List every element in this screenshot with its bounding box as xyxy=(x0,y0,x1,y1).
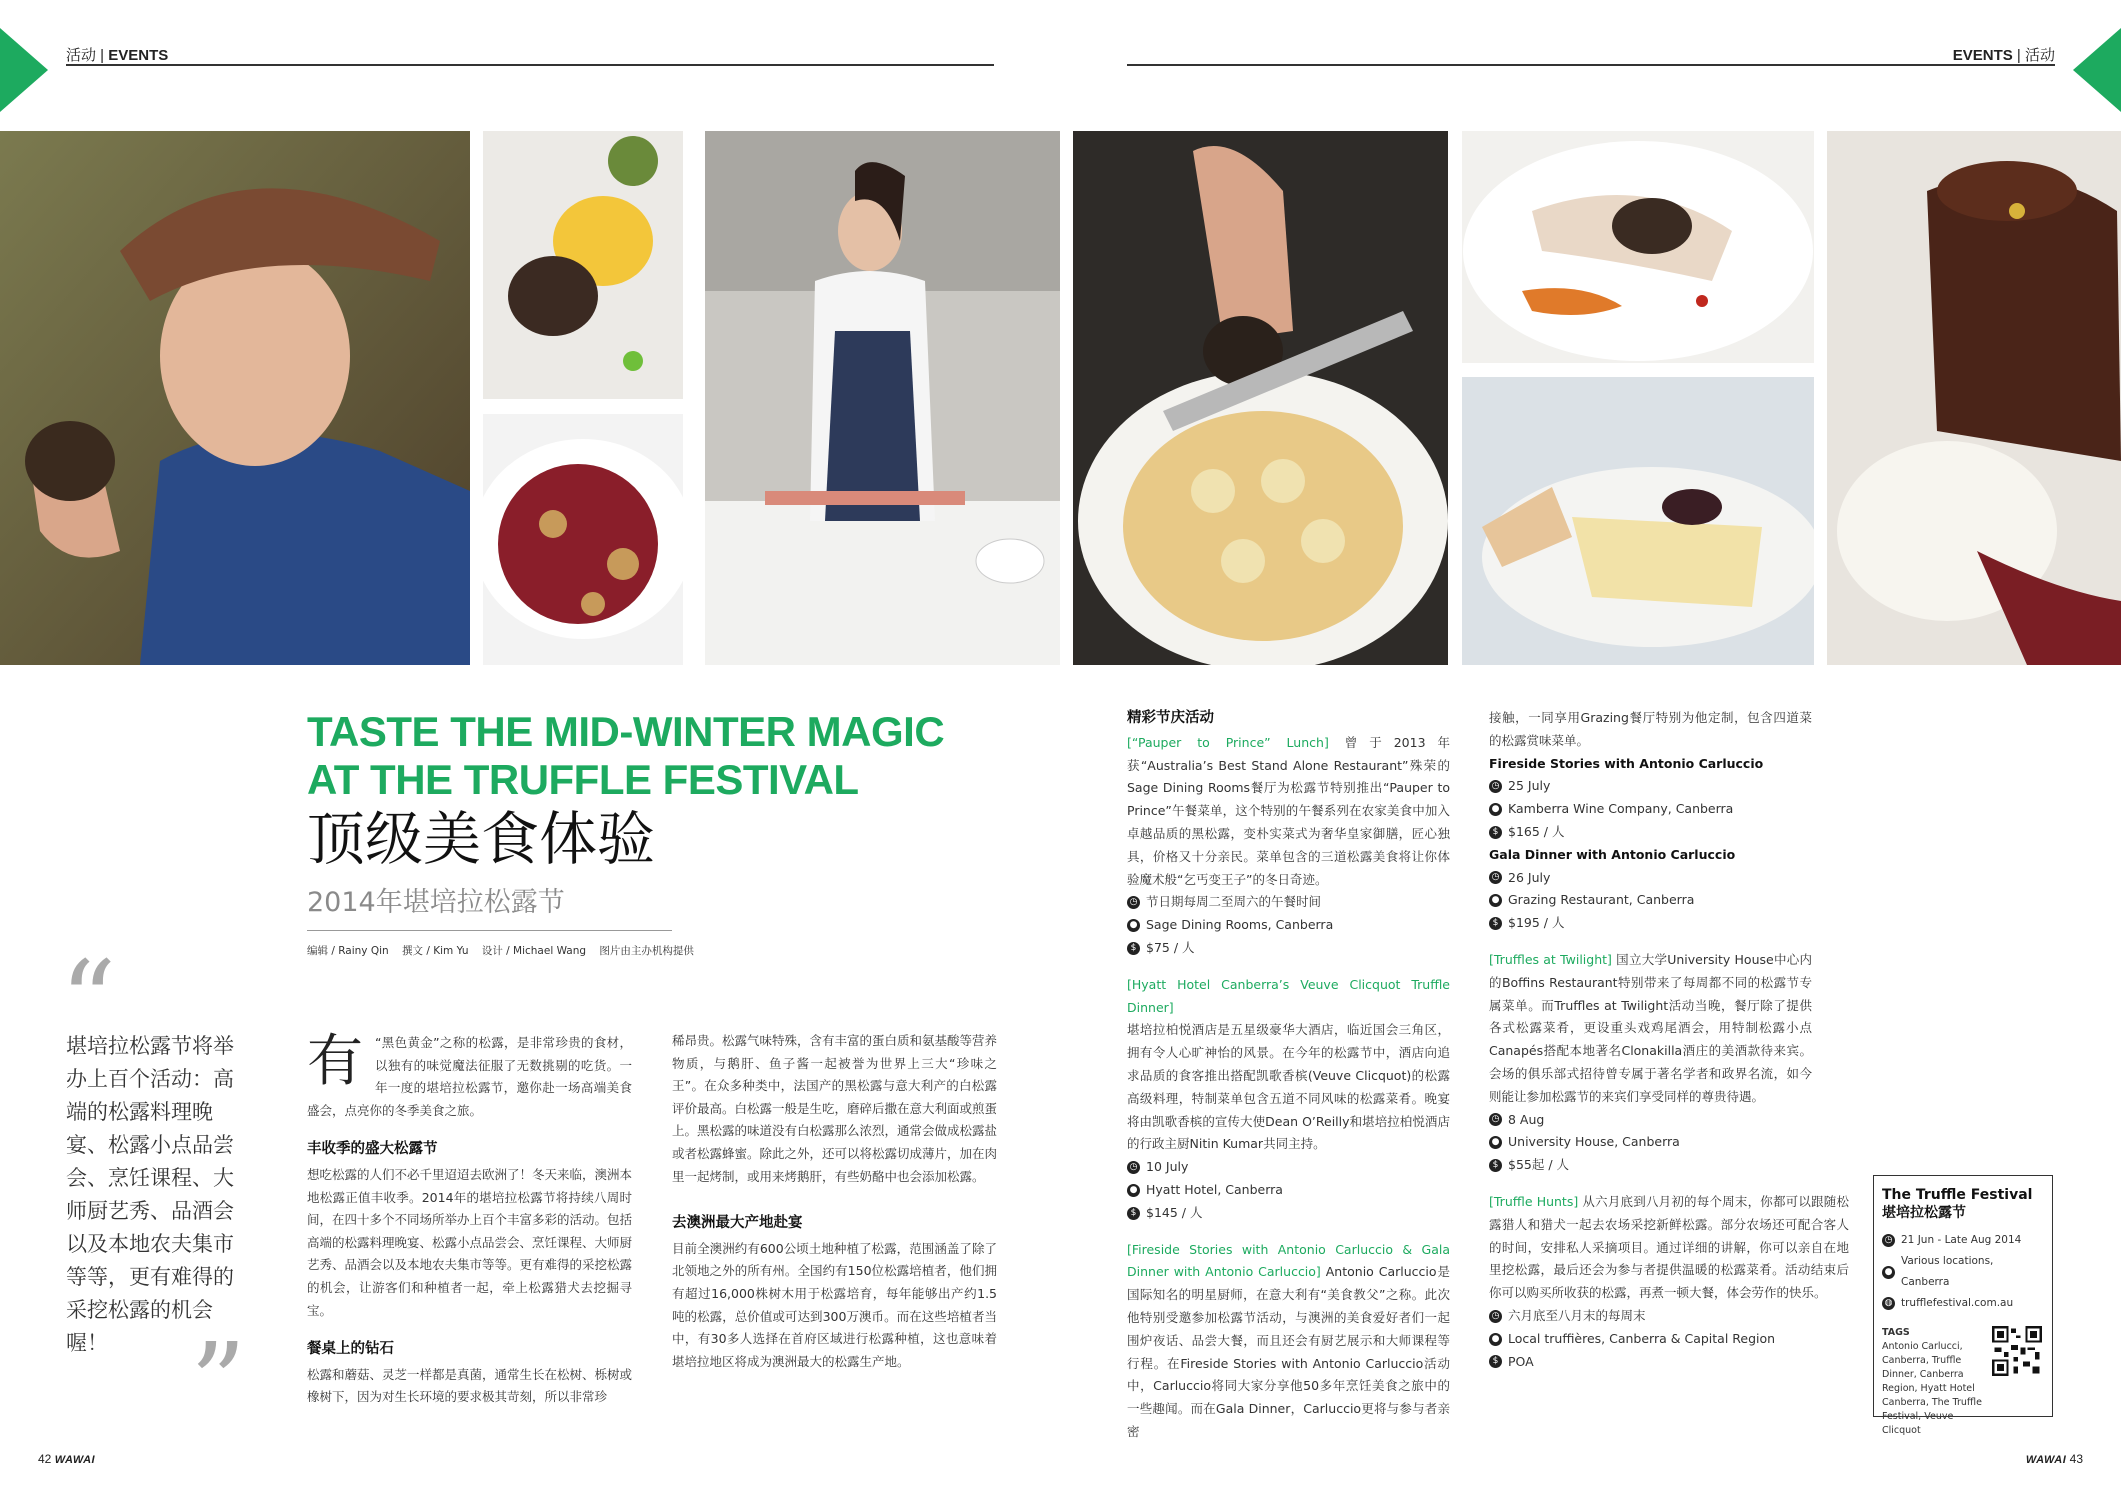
open-quote-icon: “ xyxy=(60,937,117,1065)
event-pauper-location: ● Sage Dining Rooms, Canberra xyxy=(1127,914,1450,937)
pin-icon: ● xyxy=(1489,803,1502,816)
dollar-icon: $ xyxy=(1489,917,1502,930)
left-section-header: 活动 | EVENTS xyxy=(66,47,169,64)
fireside-date: ◷ 25 July xyxy=(1489,775,1812,798)
photo-beetroot-walnut-salad xyxy=(483,414,683,665)
left-page-number: 42 xyxy=(38,1452,52,1466)
event-pauper-price: $ $75 / 人 xyxy=(1127,937,1450,960)
clock-icon: ◷ xyxy=(1489,1113,1502,1126)
events-heading: 精彩节庆活动 xyxy=(1127,710,1214,726)
hunts-date: ◷ 六月底至八月末的每周末 xyxy=(1489,1305,1849,1328)
pin-icon: ● xyxy=(1882,1266,1895,1279)
right-header-cn: 活动 xyxy=(2024,47,2055,64)
dollar-icon: $ xyxy=(1127,942,1140,955)
left-corner-triangle xyxy=(0,28,48,112)
photo-truffle-shaving-pizza xyxy=(1073,131,1448,665)
photo-boy-with-truffle xyxy=(0,131,470,665)
events-column-1 xyxy=(1127,707,1450,1444)
gala-location: ● Grazing Restaurant, Canberra xyxy=(1489,889,1812,912)
festival-info-box xyxy=(1873,1175,2053,1436)
event-hyatt-name: [Hyatt Hotel Canberra’s Veuve Clicquot Truffle Dinner] xyxy=(1127,976,1450,1015)
paragraph-harvest-festival: 想吃松露的人们不必千里迢迢去欧洲了！冬天来临，澳洲本地松露正值丰收季。2014年的堪培拉松露节将持续八周时间，在四十多个不同场所举办上百个丰富多彩的活动。包括高端的松露料理晚宴、松露小点品尝会、烹饪课程、大师厨艺秀、品酒会以及本地农夫集市等等。更有难得的采挖松露的机会，让游客们和种植者一起，牵上松露猎犬去挖掘寻宝。 xyxy=(307,1166,633,1318)
pin-icon: ● xyxy=(1489,894,1502,907)
event-carluccio-continued: 接触，一同享用Grazing餐厅特别为他定制，包含四道菜的松露赏味菜单。 xyxy=(1489,710,1812,748)
intro-paragraph: “黑色黄金”之称的松露，是非常珍贵的食材，以独有的味觉魔法征服了无数挑剔的吃货。一年一度的堪培拉松露节，邀你赴一场高端美食盛会，点亮你的冬季美食之旅。 xyxy=(307,1035,632,1118)
gala-date: ◷ 26 July xyxy=(1489,867,1812,890)
article-credits: 编辑 / Rainy Qin 撰文 / Kim Yu 设计 / Michael Wang 图片由主办机构提供 xyxy=(307,945,694,957)
twilight-price: $ $55起 / 人 xyxy=(1489,1154,1812,1177)
clock-icon: ◷ xyxy=(1127,896,1140,909)
event-truffle-hunts-text: 从六月底到八月初的每个周末，你都可以跟随松露猎人和猎犬一起去农场采挖新鲜松露。部分农场还可配合客人的时间，安排私人采摘项目。通过详细的讲解，你可以亲自在地里挖松露，最后还会为参与者提供温暖的松露菜肴。活动结束后你可以购买所收获的松露，再煮一顿大餐，体会劳作的快乐。 xyxy=(1489,1193,1849,1301)
pin-icon: ● xyxy=(1489,1136,1502,1149)
paragraph-truffle-varieties: 稀昂贵。松露气味特殊，含有丰富的蛋白质和氨基酸等营养物质，与鹅肝、鱼子酱一起被誉为世界上三大“珍味之王”。在众多种类中，法国产的黑松露与意大利产的白松露评价最高。白松露一般是生吃，磨碎后撒在意大利面或煎蛋上。黑松露的味道没有白松露那么浓烈，通常会做成松露盐或者松露蜂蜜。除此之外，还可以将松露切成薄片，加在肉里一起烤制，或用来烤鹅肝，有些奶酪中也会添加松露。 xyxy=(672,1033,998,1184)
photo-truffle-egg-dish xyxy=(483,131,683,399)
clock-icon: ◷ xyxy=(1882,1234,1895,1247)
clock-icon: ◷ xyxy=(1489,1310,1502,1323)
infobox-location: ● Various locations, Canberra xyxy=(1882,1251,2044,1293)
photo-chef-demonstration xyxy=(705,131,1060,665)
right-section-header: EVENTS | 活动 xyxy=(1952,47,2055,64)
dollar-icon: $ xyxy=(1127,1207,1140,1220)
event-hyatt-date: ◷ 10 July xyxy=(1127,1156,1450,1179)
photo-brie-truffle-cheese xyxy=(1462,377,1814,665)
infobox-website[interactable]: ◍ trufflefestival.com.au xyxy=(1882,1293,2044,1314)
twilight-location: ● University House, Canberra xyxy=(1489,1131,1812,1154)
clock-icon: ◷ xyxy=(1489,871,1502,884)
pull-quote: 堪培拉松露节将举办上百个活动：高端的松露料理晚宴、松露小点品尝会、烹饪课程、大师厨艺秀、品酒会以及本地农夫集市等等，更有难得的采挖松露的机会喔！ xyxy=(66,1034,234,1355)
event-twilight-text: 国立大学University House中心内的Boffins Restaurant特别带来了每周都不同的松露节专属菜单。而Truffles at Twilight活动当晚，餐厅除了提供各式松露菜肴，更设重头戏鸡尾酒会，用特制松露小点Canapés搭配本地著名Clonakilla酒庄的美酒款待来宾。会场的俱乐部式招待曾专属于著名学者和政界名流，如今则能让参加松露节的来宾们享受同样的尊贵待遇。 xyxy=(1489,951,1812,1104)
close-quote-icon: ” xyxy=(190,1319,247,1447)
event-carluccio-name: [Fireside Stories with Antonio Carluccio & Gala Dinner with Antonio Carluccio] xyxy=(1127,1241,1450,1280)
right-corner-triangle xyxy=(2073,28,2121,112)
dollar-icon: $ xyxy=(1489,1355,1502,1368)
right-magazine-logo: WAWAI xyxy=(2025,1454,2067,1466)
heading-harvest-festival: 丰收季的盛大松露节 xyxy=(307,1141,438,1158)
tags-list: Antonio Carlucci, Canberra, Truffle Dinner, Canberra Region, Hyatt Hotel Canberra, The Truffle Festival, Veuve Clicquot xyxy=(1882,1341,1982,1436)
hunts-price: $ POA xyxy=(1489,1351,1849,1374)
left-footer xyxy=(38,1452,95,1466)
infobox-title-cn: 堪培拉松露节 xyxy=(1882,1205,1966,1221)
fireside-price: $ $165 / 人 xyxy=(1489,821,1812,844)
paragraph-largest-producer: 目前全澳洲约有600公顷土地种植了松露，范围涵盖了除了北领地之外的所有州。全国约有150位松露培植者，他们拥有超过16,000株树木用于松露培育，每年能够出产约1.5吨的松露，总价值或可达到300万澳币。而在这些培植者当中，有30多人选择在首府区域进行松露种植，这也意味着堪培拉地区将成为澳洲最大的松露生产地。 xyxy=(672,1240,997,1369)
events-column-2 xyxy=(1489,707,1849,1373)
fireside-location: ● Kamberra Wine Company, Canberra xyxy=(1489,798,1812,821)
qr-code-icon[interactable] xyxy=(1992,1326,2042,1376)
gala-price: $ $195 / 人 xyxy=(1489,912,1812,935)
gala-dinner-title: Gala Dinner with Antonio Carluccio xyxy=(1489,846,1736,862)
pin-icon: ● xyxy=(1127,1184,1140,1197)
article-title-en-line1: TASTE THE MID-WINTER MAGIC xyxy=(307,708,945,755)
event-pauper-to-prince-text: 曾于2013年获“Australia’s Best Stand Alone Restaurant”殊荣的Sage Dining Rooms餐厅为松露节特别推出“Pauper to Prince”午餐菜单，这个特别的午餐系列在农家美食中加入卓越品质的黑松露，变朴实菜式为奢华皇家御膳，匠心独具，价格又十分亲民。菜单包含的三道松露美食将让你体验魔术般“乞丐变王子”的冬日奇迹。 xyxy=(1127,734,1450,887)
twilight-date: ◷ 8 Aug xyxy=(1489,1109,1812,1132)
photo-chocolate-dessert xyxy=(1827,131,2121,665)
article-subtitle-cn: 2014年堪培拉松露节 xyxy=(307,887,565,918)
heading-largest-producer: 去澳洲最大产地赴宴 xyxy=(672,1215,803,1232)
credits-rule xyxy=(307,930,672,931)
right-footer xyxy=(2026,1452,2083,1466)
clock-icon: ◷ xyxy=(1127,1161,1140,1174)
left-header-en: EVENTS xyxy=(108,47,169,64)
right-header-rule xyxy=(1127,64,2055,66)
pin-icon: ● xyxy=(1489,1333,1502,1346)
event-hyatt-location: ● Hyatt Hotel, Canberra xyxy=(1127,1179,1450,1202)
drop-cap: 有 xyxy=(307,1029,363,1094)
heading-diamond-on-table: 餐桌上的钻石 xyxy=(307,1341,394,1358)
event-hyatt-text: 堪培拉柏悦酒店是五星级豪华大酒店，临近国会三角区，拥有令人心旷神怡的风景。在今年的松露节中，酒店向追求品质的食客推出搭配凯歌香槟(Veuve Clicquot)的松露高级料理，特制菜单包含五道不同风味的松露菜肴。晚宴将由凯歌香槟的宣传大使Dean O’Reilly和堪培拉柏悦酒店的行政主厨Nitin Kumar共同主持。 xyxy=(1127,1022,1450,1152)
tags-label: TAGS xyxy=(1882,1327,1910,1338)
pin-icon: ● xyxy=(1127,919,1140,932)
event-truffle-hunts-name: [Truffle Hunts] xyxy=(1489,1193,1579,1209)
event-twilight-name: [Truffles at Twilight] xyxy=(1489,951,1612,967)
infobox-title-en: The Truffle Festival xyxy=(1882,1187,2033,1203)
infobox-date: ◷ 21 Jun - Late Aug 2014 xyxy=(1882,1230,2044,1251)
fireside-stories-title: Fireside Stories with Antonio Carluccio xyxy=(1489,755,1764,771)
event-pauper-to-prince-name: [“Pauper to Prince” Lunch] xyxy=(1127,734,1329,750)
left-header-rule xyxy=(66,64,994,66)
body-column-2 xyxy=(672,1030,997,1373)
photo-fish-truffle-plate xyxy=(1462,131,1814,363)
event-hyatt-price: $ $145 / 人 xyxy=(1127,1202,1450,1225)
right-header-en: EVENTS xyxy=(1952,47,2013,64)
left-magazine-logo: WAWAI xyxy=(54,1454,96,1466)
clock-icon: ◷ xyxy=(1489,780,1502,793)
right-page-number: 43 xyxy=(2069,1452,2083,1466)
globe-icon: ◍ xyxy=(1882,1297,1895,1310)
article-title-en-line2: AT THE TRUFFLE FESTIVAL xyxy=(307,756,859,803)
article-title-en xyxy=(307,708,957,804)
paragraph-diamond-on-table: 松露和蘑菇、灵芝一样都是真菌，通常生长在松树、栎树或橡树下，因为对生长环境的要求极其苛刻，所以非常珍 xyxy=(307,1366,633,1405)
event-pauper-date: ◷ 节日期每周二至周六的午餐时间 xyxy=(1127,891,1450,914)
body-column-1 xyxy=(307,1029,633,1409)
dollar-icon: $ xyxy=(1489,826,1502,839)
left-header-cn: 活动 xyxy=(66,47,97,64)
event-carluccio-text: Antonio Carluccio是国际知名的明星厨师，在意大利有“美食教父”之称。此次他特别受邀参加松露节活动，与澳洲的美食爱好者们一起围炉夜话、品尝大餐，而且还会有厨艺展示和大师课程等行程。在Fireside Stories with Antonio Carluccio活动中，Carluccio将同大家分享他50多年烹饪美食之旅中的一些趣闻。而在Gala Dinner，Carluccio更将与参与者亲密 xyxy=(1127,1264,1450,1439)
dollar-icon: $ xyxy=(1489,1159,1502,1172)
article-title-cn: 顶级美食体验 xyxy=(307,805,656,873)
hunts-location: ● Local truffières, Canberra & Capital Region xyxy=(1489,1328,1849,1351)
